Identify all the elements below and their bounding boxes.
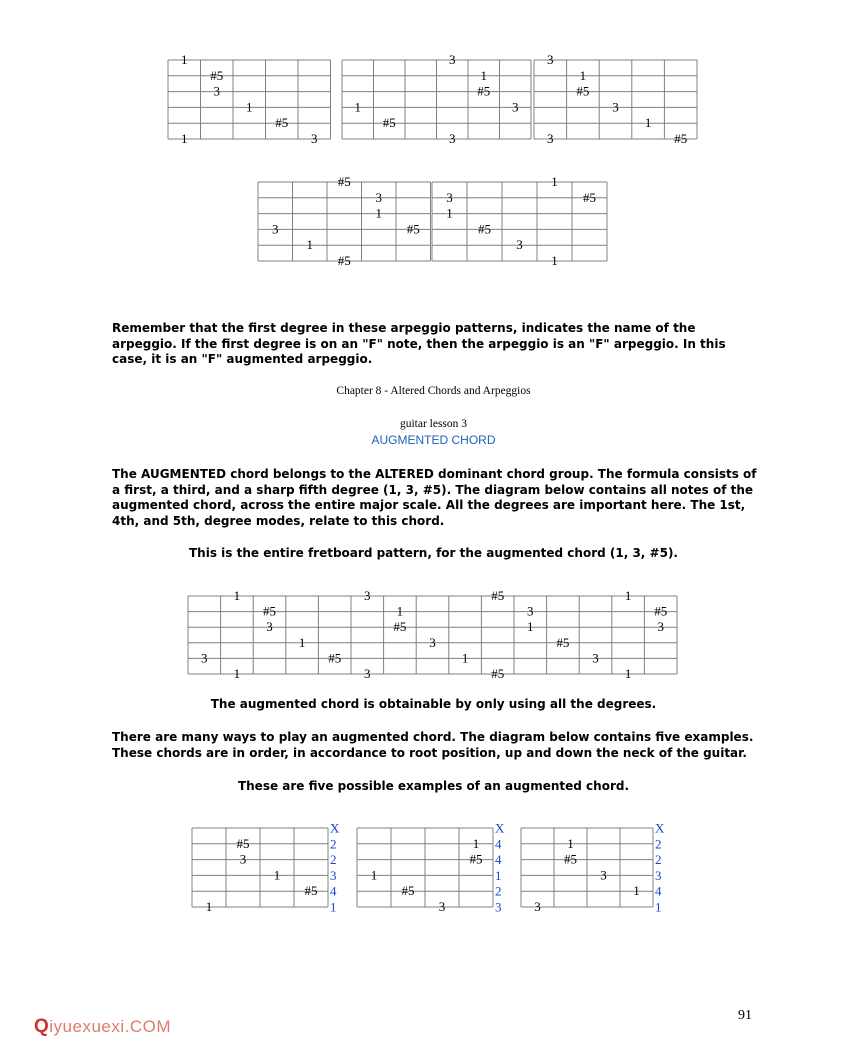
note-degree-label: #5 — [304, 883, 318, 899]
note-degree-label: 1 — [298, 634, 306, 650]
note-degree-label: #5 — [491, 588, 505, 603]
note-degree-label: #5 — [469, 851, 483, 867]
chapter-title: Chapter 8 - Altered Chords and Arpeggios — [336, 385, 531, 397]
note-degree-label: #5 — [236, 835, 250, 851]
note-degree-label: 1 — [480, 67, 487, 83]
fretboard-grid — [166, 52, 346, 152]
note-degree-label: 3 — [612, 99, 619, 115]
note-degree-label: 1 — [551, 174, 558, 189]
arpeggio-diagram-top-2 — [340, 52, 535, 152]
note-degree-label: #5 — [210, 67, 224, 83]
note-degree-label: 3 — [375, 189, 382, 205]
note-degree-label: 1 — [306, 237, 313, 253]
note-degree-label: #5 — [583, 189, 596, 205]
fretboard-grid — [532, 52, 707, 152]
arpeggio-diagram-middle-1 — [256, 174, 441, 274]
first-degree-explanation: Remember that the first degree in these arpeggio patterns, indicates the name of the arpeggio. If the first degree is on an "F" note, then the arpeggio is an "F" arpeggio. In this case, it is an "F" augmented arpeggio. — [112, 321, 726, 366]
note-degree-label: 3 — [311, 131, 318, 146]
note-degree-label: #5 — [337, 174, 351, 189]
full-fretboard-diagram — [186, 588, 686, 688]
finger-number: 2 — [655, 836, 662, 852]
note-degree-label: 3 — [213, 83, 220, 99]
note-degree-label: 3 — [516, 237, 523, 253]
note-degree-label: 3 — [272, 221, 279, 237]
finger-number: 4 — [655, 883, 662, 899]
site-watermark — [34, 1016, 171, 1038]
note-degree-label: 1 — [246, 99, 253, 115]
finger-number: 4 — [495, 836, 502, 852]
note-degree-label: #5 — [393, 619, 407, 635]
note-degree-label: #5 — [674, 131, 688, 146]
five-examples-description: There are many ways to play an augmented chord. The diagram below contains five examples. These chords are in order, in accordance to root position, up and down the neck of the guitar. — [112, 730, 754, 760]
note-degree-label: 1 — [472, 835, 480, 851]
augmented-chord-description: The AUGMENTED chord belongs to the ALTERED dominant chord group. The formula consists of a first, a third, and a sharp fifth degree (1, 3, #5). The diagram below contains all notes of the augmented chord, across the entire major scale. All the degrees are important here. The 1st, 4th, and 5th, degree modes, relate to this chord. — [112, 467, 757, 528]
note-degree-label: 3 — [266, 619, 273, 635]
finger-number: 2 — [330, 836, 337, 852]
note-degree-label: 3 — [449, 52, 456, 67]
fretboard-grid — [519, 820, 684, 920]
fretboard-grid — [430, 174, 615, 274]
finger-number: X — [330, 820, 340, 836]
chord-example-1 — [190, 820, 355, 920]
note-degree-label: 1 — [446, 205, 453, 221]
note-degree-label: #5 — [491, 666, 505, 681]
note-degree-label: 1 — [644, 115, 652, 131]
fretboard-grid — [186, 588, 686, 688]
note-degree-label: 1 — [354, 99, 361, 115]
note-degree-label: 1 — [579, 67, 587, 83]
note-degree-label: 3 — [446, 189, 453, 205]
note-degree-label: #5 — [556, 634, 570, 650]
arpeggio-diagram-middle-2 — [430, 174, 615, 274]
finger-number: 2 — [655, 852, 662, 868]
lesson-label: guitar lesson 3 — [399, 418, 468, 430]
chord-example-2 — [355, 820, 520, 920]
chord-example-3 — [519, 820, 684, 920]
note-degree-label: 3 — [364, 666, 371, 681]
note-degree-label: #5 — [406, 221, 420, 237]
note-degree-label: 3 — [512, 99, 519, 115]
note-degree-label: #5 — [275, 115, 289, 131]
note-degree-label: 1 — [181, 52, 188, 67]
note-degree-label: 3 — [449, 131, 456, 146]
note-degree-label: #5 — [576, 83, 590, 99]
note-degree-label: 3 — [239, 851, 247, 867]
note-degree-label: 1 — [273, 867, 281, 883]
note-degree-label: 3 — [592, 650, 599, 666]
watermark-q: Q — [34, 1016, 50, 1037]
note-degree-label: 1 — [233, 588, 241, 603]
note-degree-label: 1 — [551, 253, 558, 268]
arpeggio-diagram-top-1 — [166, 52, 346, 152]
note-degree-label: 1 — [370, 867, 378, 883]
finger-number: 4 — [330, 883, 337, 899]
note-degree-label: #5 — [654, 603, 668, 619]
examples-caption: These are five possible examples of an augmented chord. — [237, 779, 630, 793]
augmented-chord-link[interactable]: AUGMENTED CHORD — [371, 433, 496, 447]
finger-number: 4 — [495, 852, 502, 868]
fretboard-grid — [340, 52, 535, 152]
note-degree-label: 3 — [657, 619, 664, 635]
note-degree-label: 3 — [547, 52, 554, 67]
finger-number: X — [655, 820, 665, 836]
finger-number: 1 — [330, 899, 337, 915]
note-degree-label: #5 — [564, 851, 577, 867]
note-degree-label: 1 — [624, 588, 632, 603]
note-degree-label: #5 — [263, 603, 276, 619]
note-degree-label: 3 — [364, 588, 371, 603]
note-degree-label: #5 — [337, 253, 351, 268]
note-degree-label: #5 — [477, 83, 491, 99]
finger-number: X — [495, 820, 505, 836]
fretboard-grid — [256, 174, 441, 274]
fretboard-grid — [355, 820, 520, 920]
note-degree-label: 3 — [438, 899, 446, 914]
note-degree-label: 1 — [567, 835, 574, 851]
note-degree-label: #5 — [382, 115, 396, 131]
obtainable-caption: The augmented chord is obtainable by only using all the degrees. — [210, 697, 657, 711]
page-number: 91 — [738, 1008, 752, 1023]
finger-number: 2 — [495, 883, 502, 899]
note-degree-label: 3 — [201, 650, 208, 666]
finger-number: 3 — [330, 867, 337, 883]
note-degree-label: #5 — [401, 883, 415, 899]
fretboard-pattern-caption: This is the entire fretboard pattern, for the augmented chord (1, 3, #5). — [189, 546, 678, 560]
fretboard-grid — [190, 820, 355, 920]
note-degree-label: 1 — [375, 205, 382, 221]
finger-number: 3 — [655, 867, 662, 883]
note-degree-label: 1 — [461, 650, 469, 666]
note-degree-label: 1 — [181, 131, 188, 146]
watermark-text: iyuexuexi.COM — [49, 1017, 172, 1036]
note-degree-label: 3 — [534, 899, 541, 914]
finger-number: 1 — [495, 867, 502, 883]
finger-number: 2 — [330, 852, 337, 868]
note-degree-label: 3 — [527, 603, 534, 619]
arpeggio-diagram-top-3 — [532, 52, 707, 152]
finger-number: 3 — [495, 899, 502, 915]
note-degree-label: 3 — [429, 634, 436, 650]
note-degree-label: 1 — [396, 603, 404, 619]
note-degree-label: 1 — [527, 619, 534, 635]
note-degree-label: 1 — [633, 883, 640, 899]
note-degree-label: 3 — [547, 131, 554, 146]
note-degree-label: 1 — [233, 666, 241, 681]
finger-number: 1 — [655, 899, 662, 915]
note-degree-label: #5 — [478, 221, 491, 237]
note-degree-label: #5 — [328, 650, 342, 666]
note-degree-label: 3 — [600, 867, 607, 883]
note-degree-label: 1 — [624, 666, 632, 681]
note-degree-label: 1 — [205, 899, 213, 914]
